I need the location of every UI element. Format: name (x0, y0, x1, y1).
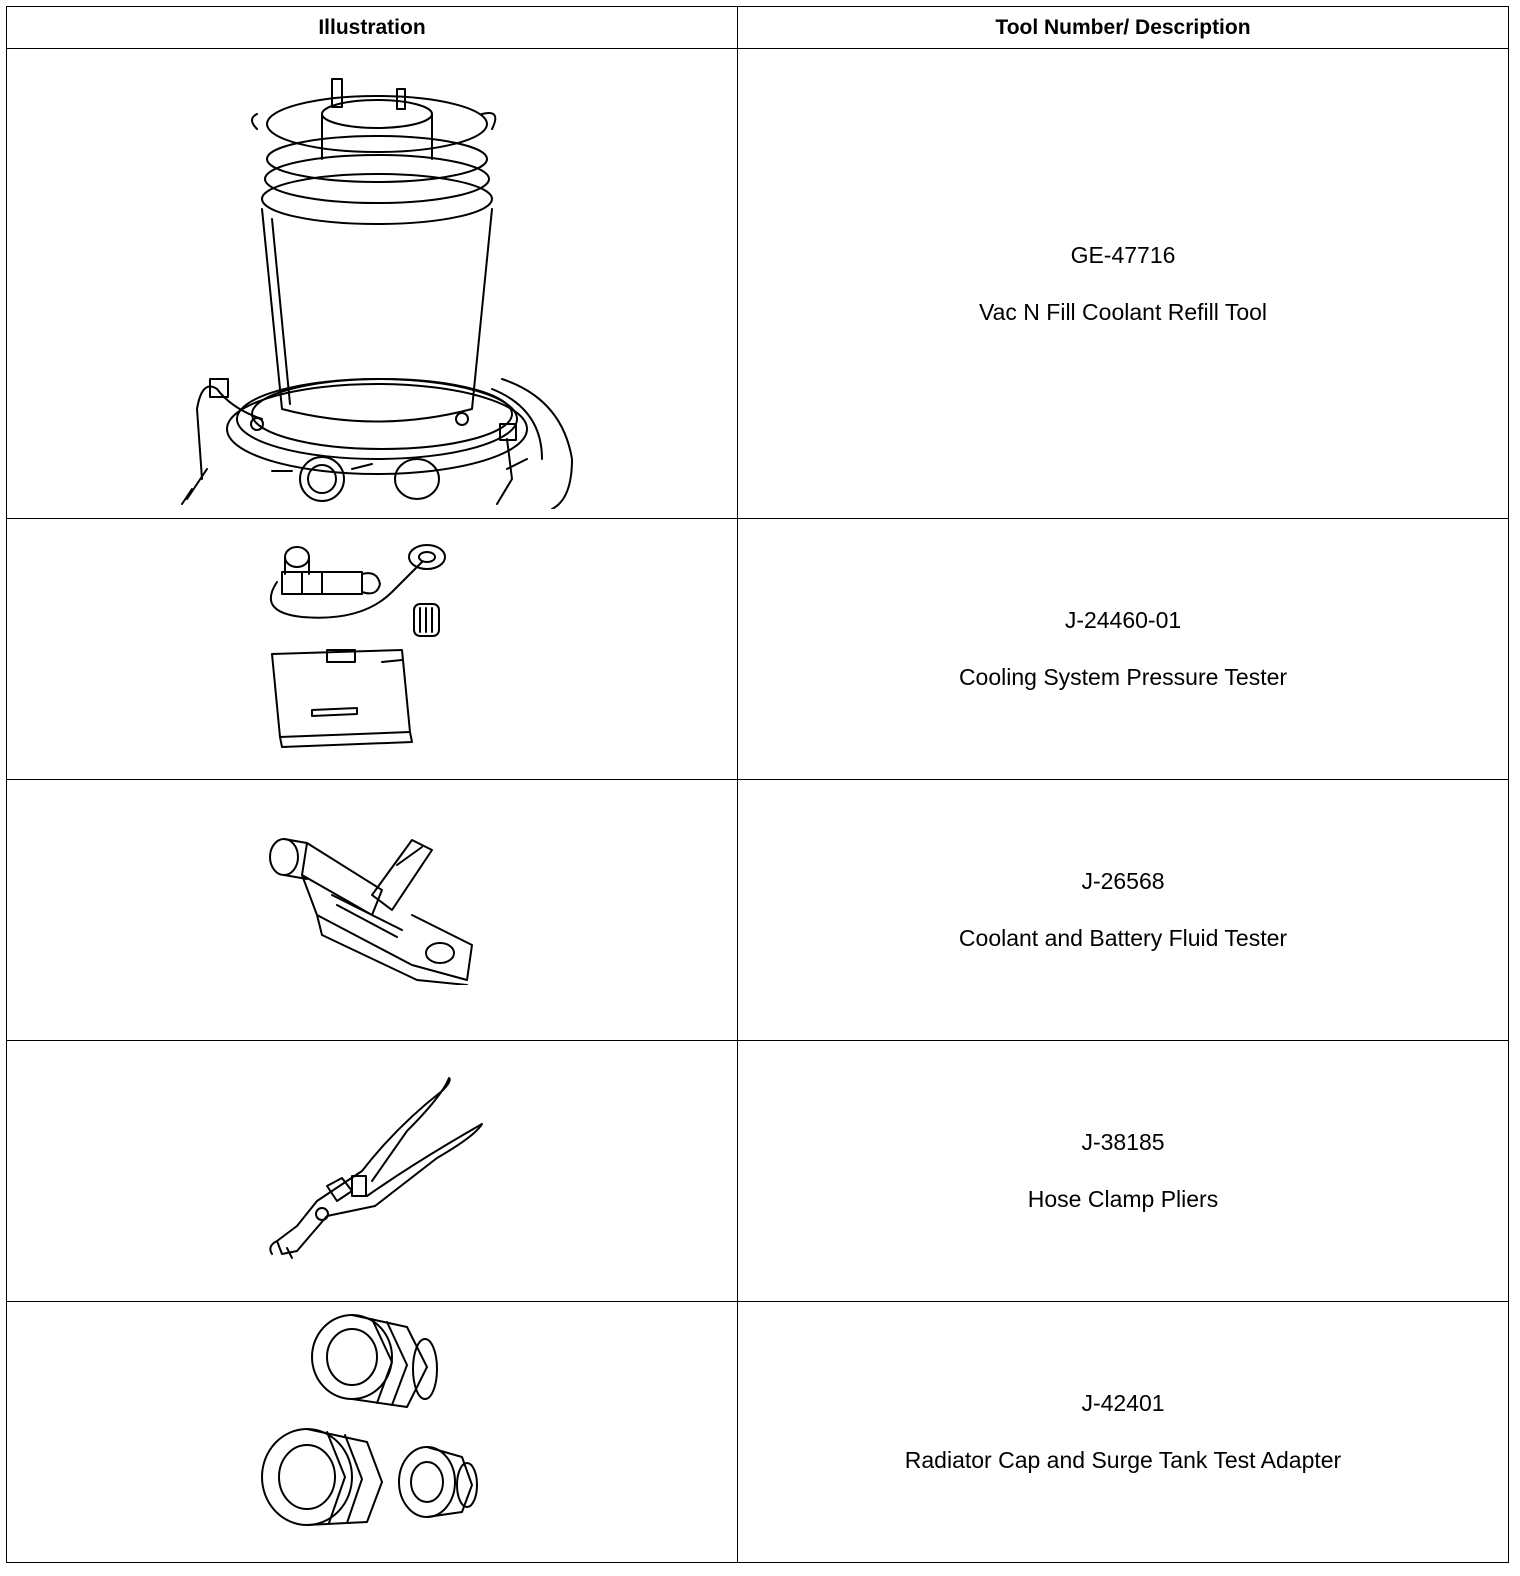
table-row (7, 1302, 1509, 1563)
tool-description: Cooling System Pressure Tester (958, 664, 1288, 690)
illustration-cell (7, 1302, 738, 1563)
tool-description: Hose Clamp Pliers (1027, 1186, 1219, 1212)
table-row (7, 780, 1509, 1041)
header-row (7, 7, 1509, 49)
illustration-cell (7, 519, 738, 780)
description-cell (738, 49, 1509, 519)
illustration-cell (7, 49, 738, 519)
tool-number: J-24460-01 (1064, 607, 1182, 633)
description-cell (738, 519, 1509, 780)
description-cell (738, 780, 1509, 1041)
test-adapter-icon (257, 1307, 487, 1557)
tool-number: J-26568 (1081, 868, 1165, 894)
illustration-cell (7, 1041, 738, 1302)
tools-table (6, 6, 1509, 1563)
coolant-refill-tool-icon (162, 59, 582, 509)
illustration-cell (7, 780, 738, 1041)
hose-clamp-pliers-icon (257, 1076, 487, 1266)
description-cell (738, 1041, 1509, 1302)
table-row (7, 519, 1509, 780)
tool-description: Radiator Cap and Surge Tank Test Adapter (904, 1447, 1342, 1473)
header-tool-description: Tool Number/ Description (738, 7, 1509, 49)
pressure-tester-icon (262, 542, 482, 757)
tool-description: Coolant and Battery Fluid Tester (958, 925, 1288, 951)
fluid-tester-icon (262, 835, 482, 985)
table-row (7, 1041, 1509, 1302)
table-row (7, 49, 1509, 519)
tool-number: J-42401 (1081, 1390, 1165, 1416)
description-cell (738, 1302, 1509, 1563)
header-illustration: Illustration (7, 7, 738, 49)
tool-number: GE-47716 (1070, 241, 1176, 268)
tool-number: J-38185 (1081, 1129, 1165, 1155)
tool-description: Vac N Fill Coolant Refill Tool (978, 298, 1268, 325)
